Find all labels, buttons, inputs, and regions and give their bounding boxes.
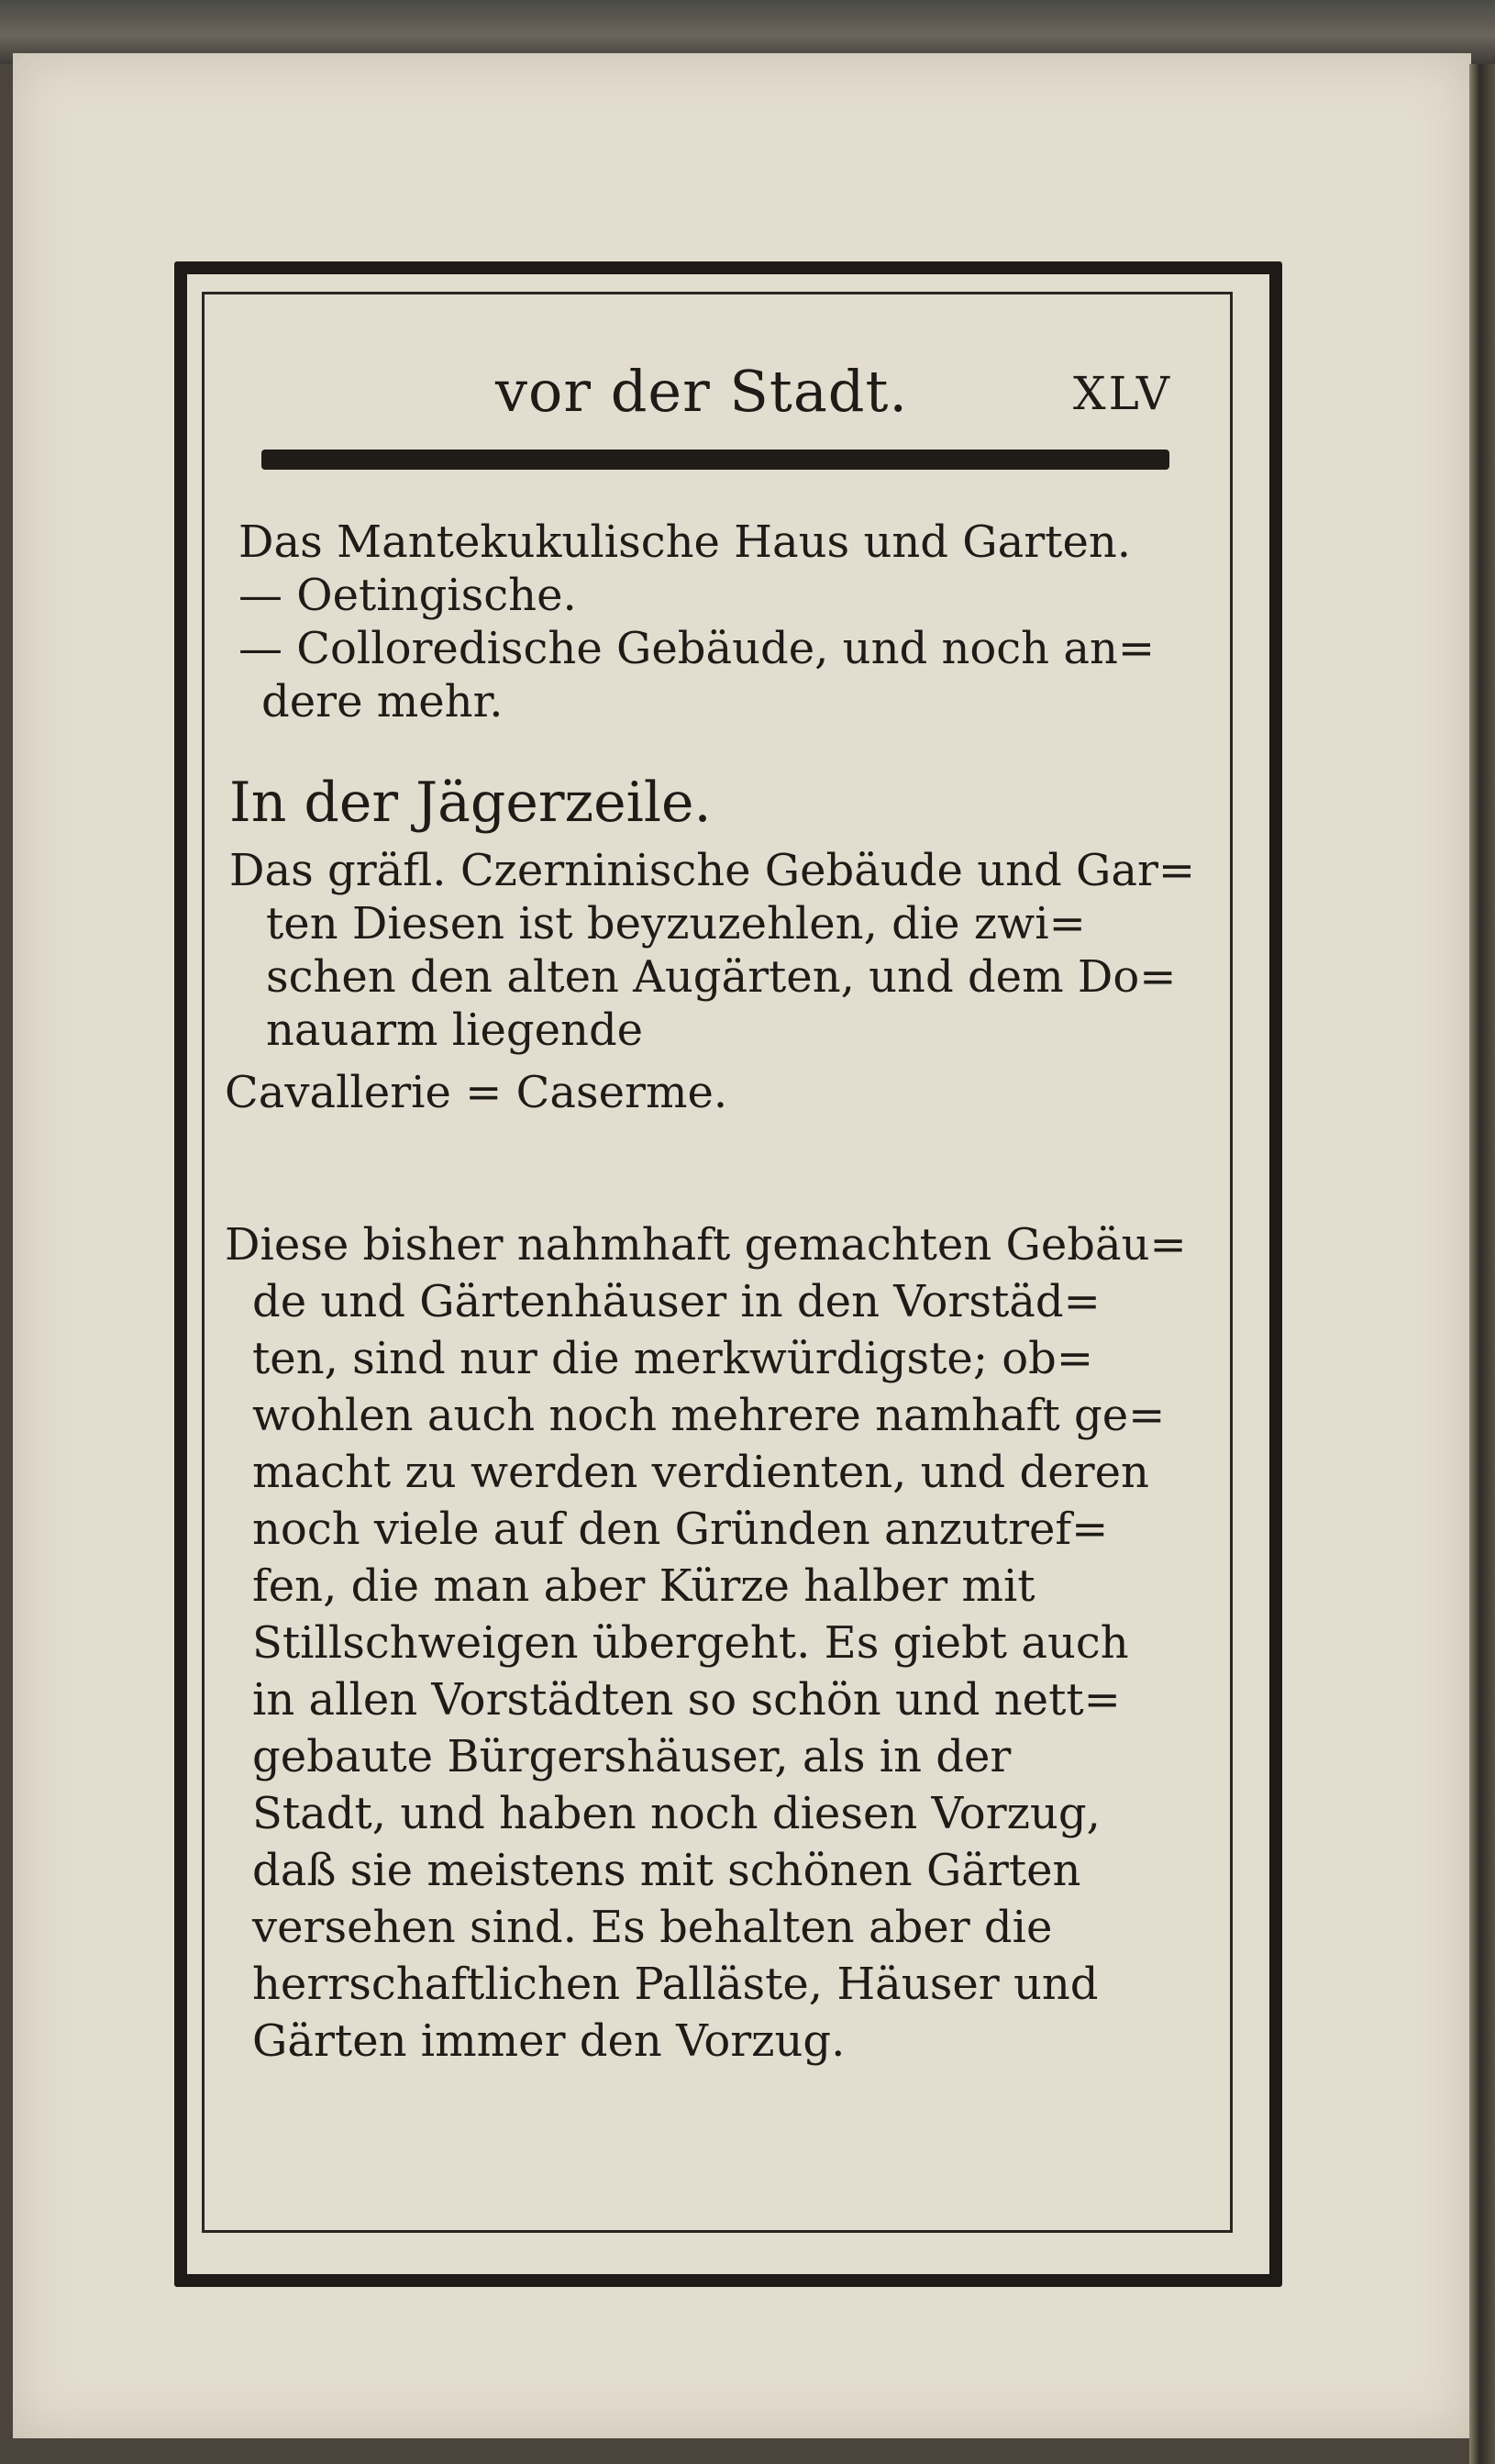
text-line: herrschaftlichen Palläste, Häuser und [252, 1959, 1099, 2010]
text-line: ten, sind nur die merkwürdigste; ob= [252, 1333, 1094, 1384]
text-line: Das Mantekukulische Haus und Garten. [238, 516, 1132, 568]
text-line: Diese bisher nahmhaft gemachten Gebäu= [225, 1219, 1187, 1271]
text-line: macht zu werden verdienten, und deren [252, 1447, 1149, 1498]
text-line: noch viele auf den Gründen anzutref= [252, 1504, 1109, 1555]
running-title: vor der Stadt. [495, 358, 909, 425]
text-line: wohlen auch noch mehrere namhaft ge= [252, 1390, 1166, 1441]
section-heading: In der Jägerzeile. [229, 771, 712, 835]
text-line: Gärten immer den Vorzug. [252, 2015, 846, 2067]
text-line: — Oetingische. [238, 570, 577, 621]
text-line: nauarm liegende [266, 1004, 644, 1056]
text-line: — Colloredische Gebäude, und noch an= [238, 623, 1156, 674]
text-line: gebaute Bürgershäuser, als in der [252, 1731, 1012, 1782]
header-rule [261, 450, 1169, 470]
text-line: dere mehr. [261, 676, 504, 727]
book-spine-edge [1469, 64, 1495, 2464]
text-line: fen, die man aber Kürze halber mit [252, 1560, 1035, 1612]
text-line: Das gräfl. Czerninische Gebäude und Gar= [229, 845, 1196, 896]
page-number: XLV [1073, 367, 1172, 420]
text-line: daß sie meistens mit schönen Gärten [252, 1845, 1081, 1896]
text-line: versehen sind. Es behalten aber die [252, 1902, 1053, 1953]
text-line: ten Diesen ist beyzuzehlen, die zwi= [266, 898, 1086, 949]
page-content [225, 312, 1206, 2202]
text-line: Stadt, und haben noch diesen Vorzug, [252, 1788, 1101, 1839]
text-line: in allen Vorstädten so schön und nett= [252, 1674, 1121, 1726]
text-line: schen den alten Augärten, und dem Do= [266, 951, 1177, 1003]
text-line: de und Gärtenhäuser in den Vorstäd= [252, 1276, 1101, 1327]
text-line: Stillschweigen übergeht. Es giebt auch [252, 1617, 1129, 1669]
text-line: Cavallerie = Caserme. [225, 1067, 728, 1118]
page-header [225, 358, 1206, 440]
